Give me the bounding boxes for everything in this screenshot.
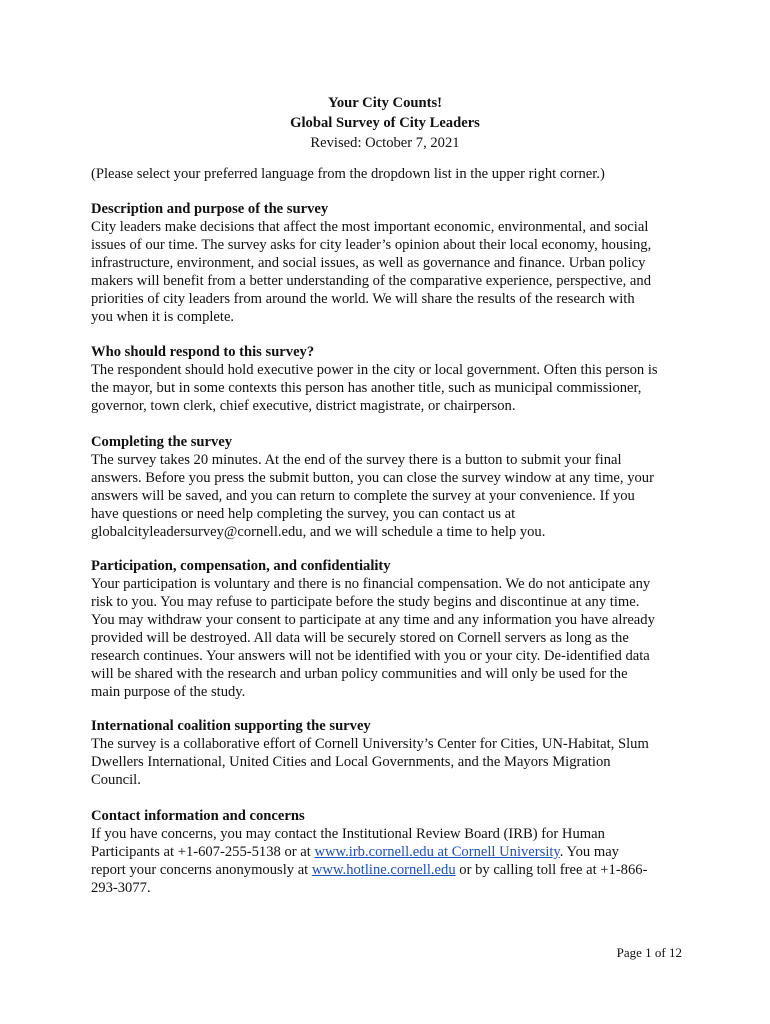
section-line: have questions or need help completing the survey, you can contact us at	[91, 506, 516, 522]
section-line: Council.	[91, 772, 141, 788]
section-title: Who should respond to this survey?	[91, 344, 315, 360]
section-line: infrastructure, environment, and social issues, as well as governance and finance. Urban policy	[91, 255, 646, 271]
section-line: the mayor, but in some contexts this person has another title, such as municipal commissioner,	[91, 380, 642, 396]
section-contact	[91, 807, 691, 897]
document-subtitle: Global Survey of City Leaders	[290, 115, 480, 131]
section-line: risk to you. You may refuse to participate before the study begins and discontinue at any time.	[91, 594, 640, 610]
irb-link[interactable]: www.irb.cornell.edu at Cornell University	[314, 844, 560, 860]
section-coalition	[91, 717, 691, 789]
section-line: will be shared with the research and urban policy communities and will only be used for the	[91, 666, 628, 682]
page-number: Page 1 of 12	[616, 945, 682, 960]
line-text: Participants at +1-607-255-5138 or at	[91, 844, 315, 860]
revision-date: Revised: October 7, 2021	[310, 135, 460, 151]
section-title: Participation, compensation, and confidentiality	[91, 558, 391, 574]
section-line: priorities of city leaders from around the world. We will share the results of the research with	[91, 291, 635, 307]
section-line: main purpose of the study.	[91, 684, 246, 700]
language-instruction: (Please select your preferred language from the dropdown list in the upper right corner.)	[91, 166, 605, 182]
section-completing	[91, 433, 691, 541]
section-line: you when it is complete.	[91, 309, 235, 325]
section-line: answers will be saved, and you can return to complete the survey at your convenience. If you	[91, 488, 635, 504]
section-line: City leaders make decisions that affect the most important economic, environmental, and social	[91, 219, 649, 235]
section-line: governor, town clerk, chief executive, district magistrate, or chairperson.	[91, 398, 516, 414]
section-line: research continues. Your answers will not be identified with you or your city. De-identified data	[91, 648, 650, 664]
section-line	[91, 861, 691, 879]
line-text: . You may	[559, 844, 619, 860]
section-line: The survey takes 20 minutes. At the end of the survey there is a button to submit your final	[91, 452, 622, 468]
section-title: Description and purpose of the survey	[91, 201, 329, 217]
section-line: issues of our time. The survey asks for city leader’s opinion about their local economy, housing,	[91, 237, 652, 253]
document-title: Your City Counts!	[327, 95, 443, 111]
section-line: globalcityleadersurvey@cornell.edu, and we will schedule a time to help you.	[91, 524, 546, 540]
section-line: 293-3077.	[91, 880, 151, 896]
section-title: International coalition supporting the survey	[91, 718, 371, 734]
document-header	[0, 93, 770, 153]
section-line: answers. Before you press the submit button, you can close the survey window at any time, your	[91, 470, 654, 486]
section-line	[91, 843, 691, 861]
section-line: makers will benefit from a better understanding of the comparative experience, perspective, and	[91, 273, 652, 289]
section-title: Completing the survey	[91, 434, 233, 450]
section-title: Contact information and concerns	[91, 808, 305, 824]
section-line: The respondent should hold executive power in the city or local government. Often this person is	[91, 362, 658, 378]
section-line: provided will be destroyed. All data will be securely stored on Cornell servers as long as the	[91, 630, 629, 646]
hotline-link[interactable]: www.hotline.cornell.edu	[311, 862, 456, 878]
section-who-should-respond	[91, 343, 691, 415]
section-line: Your participation is voluntary and there is no financial compensation. We do not anticipate any	[91, 576, 651, 592]
section-line: You may withdraw your consent to participate at any time and any information you have already	[91, 612, 655, 628]
section-line: Dwellers International, United Cities and Local Governments, and the Mayors Migration	[91, 754, 611, 770]
section-description	[91, 200, 691, 326]
line-text: or by calling toll free at +1-866-	[455, 862, 648, 878]
section-line: If you have concerns, you may contact the Institutional Review Board (IRB) for Human	[91, 826, 605, 842]
section-participation	[91, 557, 691, 701]
section-line: The survey is a collaborative effort of Cornell University’s Center for Cities, UN-Habitat, Slum	[91, 736, 649, 752]
line-text: report your concerns anonymously at	[91, 862, 312, 878]
